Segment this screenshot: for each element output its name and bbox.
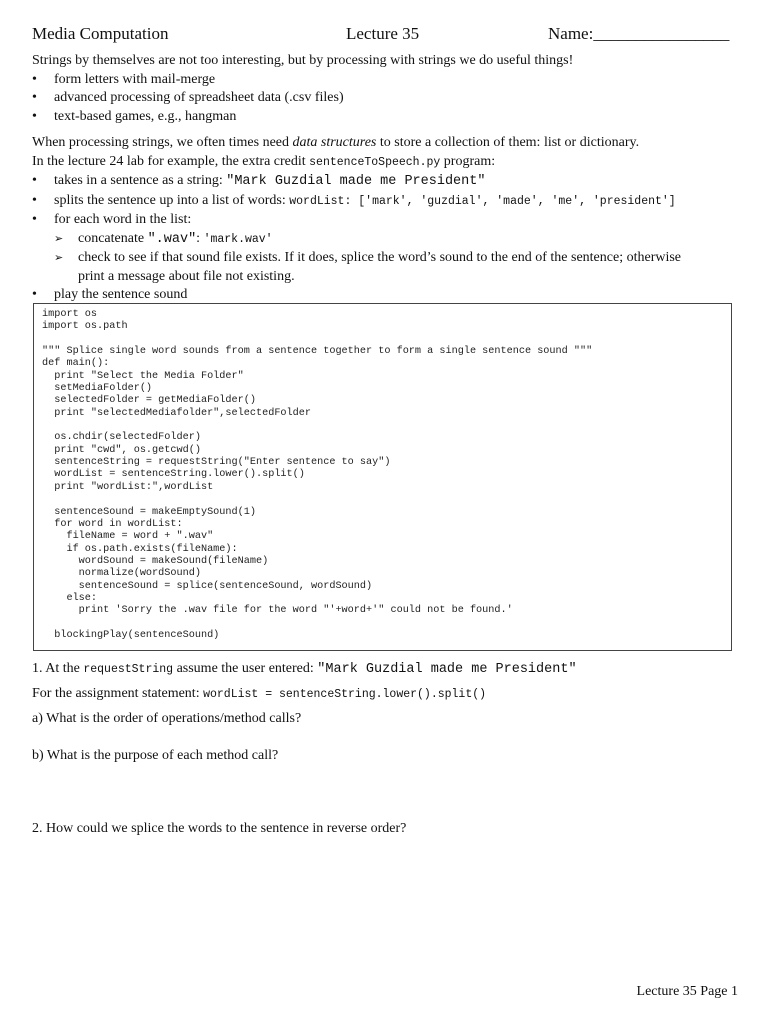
sub-bullet-continuation: print a message about file not existing. — [78, 268, 295, 284]
question-2: 2. How could we splice the words to the sentence in reverse order? — [32, 821, 407, 836]
mark-wav-code: 'mark.wav' — [203, 232, 273, 246]
data-structures-section — [32, 134, 742, 305]
arrow-bullet-icon: ➢ — [54, 232, 64, 245]
program-bullet: • takes in a sentence as a string: "Mark Guzdial made me President" — [32, 172, 742, 192]
intro-bullet: • advanced processing of spreadsheet data (.csv files) — [32, 89, 742, 108]
wav-code: ".wav" — [147, 231, 197, 247]
page-header — [32, 24, 740, 48]
intro-section — [32, 52, 742, 126]
intro-bullet: • text-based games, e.g., hangman — [32, 108, 742, 127]
section2-line2: In the lecture 24 lab for example, the extra credit sentenceToSpeech.py program: — [32, 153, 496, 169]
code-text: import os import os.path """ Splice single word sounds from a sentence together to form a single sentence sound """ def main(): print "Select the Media Folder" setMediaFolder() selectedFolder = getMediaFolder() print "selectedMediafolder",selectedFolder os.chdir(selectedFolder) print "cwd", os.getcwd() sentenceString = requestString("Enter sentence to say") wordList = sentenceString.lower().split() print "wordList:",wordList sentenceSound = makeEmptySound(1) for word in wordList: fileName = word + ".wav" if os.path.exists(fileName): wordSound = makeSound(fileName) normalize(wordSound) sentenceSound = splice(sentenceSound, wordSound) else: print 'Sorry the .wav file for the word "'+word+'" could not be found.' blockingPlay(sentenceSound) — [42, 309, 593, 641]
intro-text: Strings by themselves are not too interesting, but by processing with strings we do useful things! — [32, 53, 574, 68]
lecture-title: Lecture 35 — [346, 24, 420, 43]
question-1b: b) What is the purpose of each method call? — [32, 748, 279, 763]
program-bullet: • play the sentence sound — [32, 286, 742, 305]
question-1: 1. At the requestString assume the user entered: "Mark Guzdial made me President" — [32, 661, 577, 677]
entered-sentence-code: "Mark Guzdial made me President" — [317, 662, 577, 677]
name-field: Name:________________ — [548, 24, 730, 43]
request-string-code: requestString — [83, 663, 174, 676]
course-title: Media Computation — [32, 24, 169, 43]
page-footer: Lecture 35 Page 1 — [636, 984, 738, 999]
arrow-bullet-icon: ➢ — [54, 252, 64, 264]
sub-bullet: ➢ check to see if that sound file exists. If it does, splice the word’s sound to the end of the sentence; otherwise — [32, 249, 742, 268]
section2-line1: When processing strings, we often times need data structures to store a collection of them: list or dictionary. — [32, 135, 640, 150]
intro-bullet: • form letters with mail-merge — [32, 71, 742, 90]
sentence-code: "Mark Guzdial made me President" — [226, 174, 486, 189]
emphasis-text: data structures — [292, 135, 377, 150]
program-bullet: • splits the sentence up into a list of words: wordList: ['mark', 'guzdial', 'made', 'me', 'president'] — [32, 192, 742, 212]
assignment-code: wordList = sentenceString.lower().split() — [203, 688, 487, 701]
assignment-statement: For the assignment statement: wordList = sentenceString.lower().split() — [32, 686, 487, 701]
wordlist-code: wordList: ['mark', 'guzdial', 'made', 'me', 'president'] — [289, 194, 676, 208]
question-1a: a) What is the order of operations/method calls? — [32, 711, 302, 726]
code-listing — [33, 303, 732, 651]
program-bullet: • for each word in the list: — [32, 211, 742, 230]
sub-bullet: ➢ concatenate ".wav": 'mark.wav' — [54, 230, 273, 247]
filename-code: sentenceToSpeech.py — [309, 155, 441, 169]
